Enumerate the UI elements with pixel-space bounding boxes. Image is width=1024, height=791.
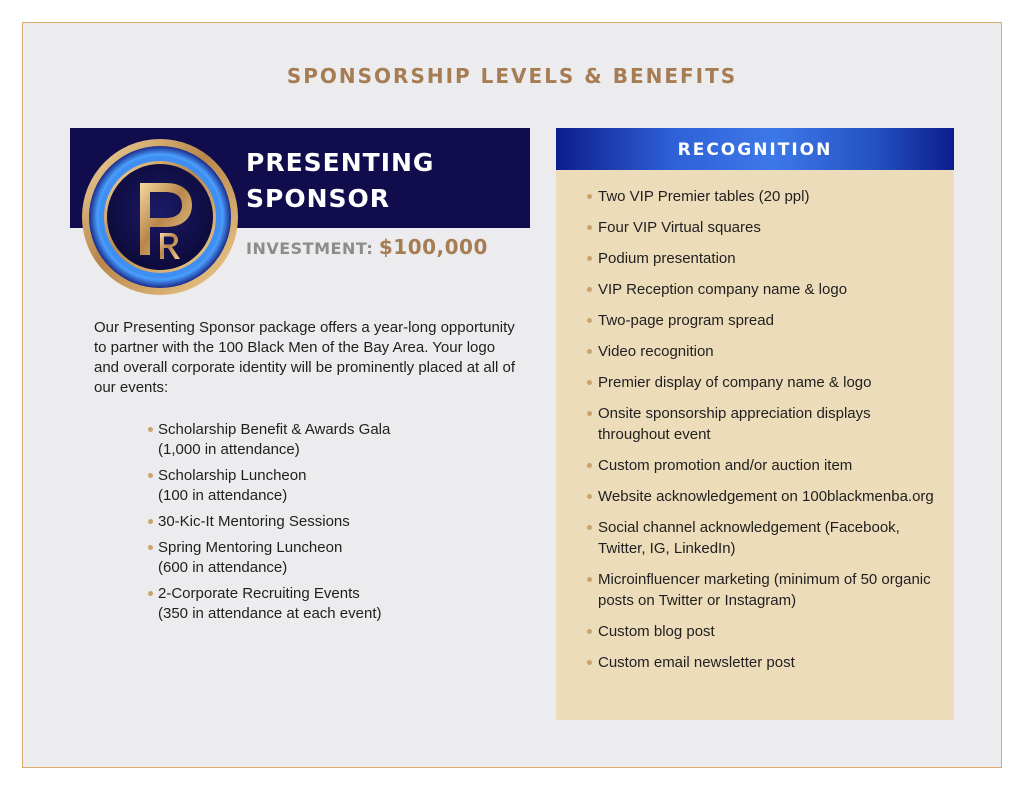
event-item: 2-Corporate Recruiting Events (350 in attendance at each event) (146, 584, 446, 624)
recognition-item: VIP Reception company name & logo (586, 279, 936, 300)
event-item: 30-Kic-It Mentoring Sessions (146, 512, 446, 532)
event-item: Scholarship Benefit & Awards Gala (1,000 in attendance) (146, 420, 446, 460)
recognition-header: RECOGNITION (556, 128, 954, 170)
recognition-item: Two VIP Premier tables (20 ppl) (586, 186, 936, 207)
recognition-item: Four VIP Virtual squares (586, 217, 936, 238)
event-item: Scholarship Luncheon (100 in attendance) (146, 466, 446, 506)
recognition-item: Premier display of company name & logo (586, 372, 936, 393)
presenting-sponsor-emblem (80, 137, 240, 297)
recognition-panel (556, 128, 954, 720)
recognition-item: Custom promotion and/or auction item (586, 455, 936, 476)
recognition-item: Two-page program spread (586, 310, 936, 331)
sponsor-level-title (246, 145, 526, 217)
recognition-item: Podium presentation (586, 248, 936, 269)
recognition-item: Onsite sponsorship appreciation displays throughout event (586, 403, 936, 445)
recognition-item: Video recognition (586, 341, 936, 362)
event-list (146, 420, 446, 630)
page-title: SPONSORSHIP LEVELS & BENEFITS (286, 64, 738, 88)
recognition-item: Custom email newsletter post (586, 652, 936, 673)
investment-amount: $100,000 (378, 235, 488, 259)
investment-label: INVESTMENT: (246, 239, 374, 258)
recognition-item: Website acknowledgement on 100blackmenba.org (586, 486, 936, 507)
recognition-item: Social channel acknowledgement (Facebook, Twitter, IG, LinkedIn) (586, 517, 936, 559)
recognition-list (586, 186, 936, 683)
sponsor-title-line1: PRESENTING (246, 148, 435, 177)
event-item: Spring Mentoring Luncheon (600 in attendance) (146, 538, 446, 578)
sponsor-title-line2: SPONSOR (246, 184, 391, 213)
recognition-item: Microinfluencer marketing (minimum of 50 organic posts on Twitter or Instagram) (586, 569, 936, 611)
investment-line (246, 235, 488, 259)
sponsor-description: Our Presenting Sponsor package offers a year-long opportunity to partner with the 100 Black Men of the Bay Area. Your logo and overall corporate identity will be prominently placed at all of our events: (94, 319, 516, 396)
recognition-item: Custom blog post (586, 621, 936, 642)
